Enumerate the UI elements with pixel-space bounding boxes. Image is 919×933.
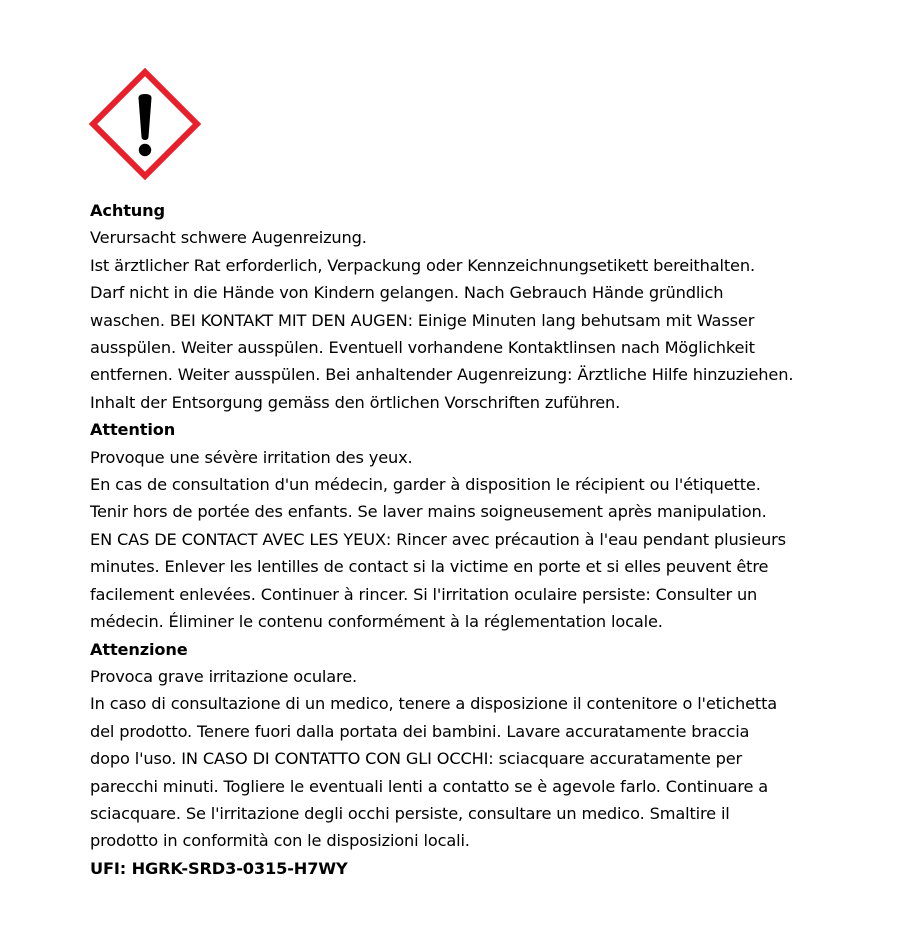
text-line: In caso di consultazione di un medico, tenere a disposizione il contenitore o l'etichetta (90, 694, 778, 714)
text-line: sciacquare. Se l'irritazione degli occhi persiste, consultare un medico. Smaltire il (90, 803, 730, 823)
label-text (90, 197, 830, 882)
text-line: Inhalt der Entsorgung gemäss den örtlichen Vorschriften zuführen. (90, 392, 621, 412)
text-line: entfernen. Weiter ausspülen. Bei anhaltender Augenreizung: Ärztliche Hilfe hinzuziehen. (90, 365, 794, 385)
text-line: prodotto in conformità con le disposizioni locali. (90, 831, 470, 851)
text-line: médecin. Éliminer le contenu conformément à la réglementation locale. (90, 612, 663, 632)
text-line: facilement enlevées. Continuer à rincer. Si l'irritation oculaire persiste: Consulter un (90, 584, 758, 604)
text-line: EN CAS DE CONTACT AVEC LES YEUX: Rincer avec précaution à l'eau pendant plusieurs (90, 529, 786, 549)
text-line: Provoca grave irritazione oculare. (90, 666, 357, 686)
text-line: Tenir hors de portée des enfants. Se laver mains soigneusement après manipulation. (90, 502, 767, 522)
text-line: parecchi minuti. Togliere le eventuali lenti a contatto se è agevole farlo. Continuare a (90, 776, 769, 796)
section-heading: Attention (90, 420, 176, 440)
text-line: del prodotto. Tenere fuori dalla portata dei bambini. Lavare accuratamente braccia (90, 721, 750, 741)
section-german (90, 197, 830, 416)
section-heading: Achtung (90, 201, 165, 220)
section-heading: Attenzione (90, 639, 188, 659)
text-line: ausspülen. Weiter ausspülen. Eventuell vorhandene Kontaktlinsen nach Möglichkeit (90, 338, 755, 358)
exclamation-dot (139, 144, 151, 156)
text-line: Verursacht schwere Augenreizung. (90, 228, 367, 248)
text-line: Ist ärztlicher Rat erforderlich, Verpackung oder Kennzeichnungsetikett bereithalten. (90, 255, 755, 275)
text-line: waschen. BEI KONTAKT MIT DEN AUGEN: Einige Minuten lang behutsam mit Wasser (90, 310, 755, 330)
hazard-pictogram (89, 68, 201, 180)
exclamation-mark-icon (89, 68, 201, 180)
text-line: minutes. Enlever les lentilles de contact si la victime en porte et si elles peuvent être (90, 557, 769, 577)
section-italian (90, 636, 830, 855)
text-line: Provoque une sévère irritation des yeux. (90, 447, 413, 467)
text-line: En cas de consultation d'un médecin, garder à disposition le récipient ou l'étiquette. (90, 475, 761, 495)
ufi-code: UFI: HGRK-SRD3-0315-H7WY (90, 858, 348, 878)
section-french (90, 416, 830, 635)
text-line: Darf nicht in die Hände von Kindern gelangen. Nach Gebrauch Hände gründlich (90, 283, 724, 303)
text-line: dopo l'uso. IN CASO DI CONTATTO CON GLI OCCHI: sciacquare accuratamente per (90, 749, 743, 769)
